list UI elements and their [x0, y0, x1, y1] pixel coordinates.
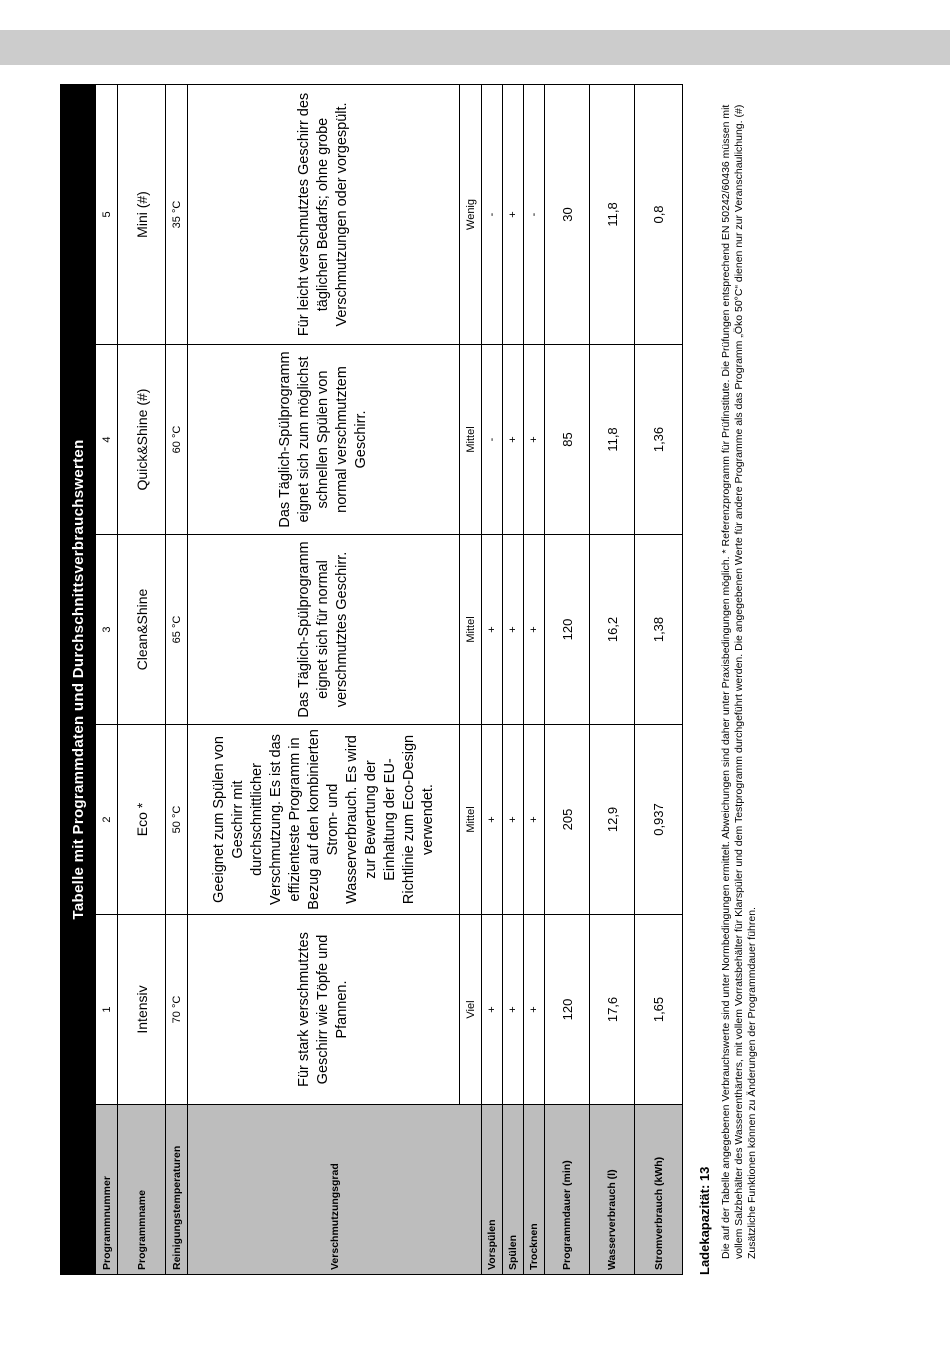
cell-water: 11,8: [590, 345, 635, 535]
cell-soil: Mittel: [460, 345, 482, 535]
cell-soil: Viel: [460, 915, 482, 1105]
row-temperature: [166, 84, 188, 1274]
cell-number: 3: [96, 535, 118, 725]
cell-description: Für leicht verschmutztes Geschirr des täglichen Bedarfs; ohne grobe Verschmutzungen oder vorgespült.: [188, 84, 460, 344]
cell-dry: +: [524, 345, 545, 535]
label-water: Wasserverbrauch (l): [590, 1105, 635, 1275]
cell-duration: 85: [545, 345, 590, 535]
row-description: [188, 84, 460, 1274]
cell-temperature: 35 °C: [166, 84, 188, 344]
cell-dry: +: [524, 535, 545, 725]
cell-rinse: +: [503, 915, 524, 1105]
cell-number: 4: [96, 345, 118, 535]
cell-name: Mini (#): [118, 84, 166, 344]
cell-energy: 0,8: [635, 84, 683, 344]
cell-duration: 120: [545, 915, 590, 1105]
cell-duration: 120: [545, 535, 590, 725]
label-rinse: Spülen: [503, 1105, 524, 1275]
label-duration: Programmdauer (min): [545, 1105, 590, 1275]
header-bar: [0, 30, 950, 65]
cell-name: Clean&Shine: [118, 535, 166, 725]
cell-number: 5: [96, 84, 118, 344]
cell-name: Intensiv: [118, 915, 166, 1105]
table-title: Tabelle mit Programmdaten und Durchschnittsverbrauchswerten: [61, 84, 96, 1274]
cell-number: 1: [96, 915, 118, 1105]
cell-temperature: 65 °C: [166, 535, 188, 725]
row-energy: [635, 84, 683, 1274]
cell-temperature: 50 °C: [166, 725, 188, 915]
cell-energy: 1,36: [635, 345, 683, 535]
cell-rinse: +: [503, 345, 524, 535]
rotated-page-content: [60, 85, 780, 1275]
cell-energy: 0,937: [635, 725, 683, 915]
cell-dry: -: [524, 84, 545, 344]
row-name: [118, 84, 166, 1274]
cell-name: Quick&Shine (#): [118, 345, 166, 535]
cell-prewash: -: [482, 84, 503, 344]
cell-energy: 1,38: [635, 535, 683, 725]
cell-soil: Mittel: [460, 535, 482, 725]
cell-duration: 30: [545, 84, 590, 344]
cell-dry: +: [524, 725, 545, 915]
cell-prewash: +: [482, 535, 503, 725]
row-duration: [545, 84, 590, 1274]
cell-soil: Wenig: [460, 84, 482, 344]
cell-water: 11,8: [590, 84, 635, 344]
label-name: Programmname: [118, 1105, 166, 1275]
cell-description: Für stark verschmutztes Geschirr wie Töpfe und Pfannen.: [188, 915, 460, 1105]
cell-rinse: +: [503, 84, 524, 344]
cell-number: 2: [96, 725, 118, 915]
label-dry: Trocknen: [524, 1105, 545, 1275]
row-dry: [524, 84, 545, 1274]
row-soil: [460, 84, 482, 1274]
cell-dry: +: [524, 915, 545, 1105]
label-temperature: Reinigungstemperaturen: [166, 1105, 188, 1275]
label-soil: Verschmutzungsgrad: [188, 1105, 482, 1275]
cell-water: 12,9: [590, 725, 635, 915]
row-water: [590, 84, 635, 1274]
cell-energy: 1,65: [635, 915, 683, 1105]
footnote-text: Die auf der Tabelle angegebenen Verbrauchswerte sind unter Normbedingungen ermittelt. Abweichungen sind daher unter Praxisbedingungen möglich. * Referenzprogramm für Prüfinstitute. Die Prüfungen entsprechend EN 50242/60436 müssen mit vollem Salzbehälter des Wasserenthärters, mit vollem Vorratsbehälter für Klarspüler und dem Testprogramm durchgeführt werden. Die angegebenen Werte für andere Programme als das Programm „Öko 50°C“ dienen nur zur Veranschaulichung. (#) Zusätzliche Funktionen können zu Änderungen der Programmdauer führen.: [720, 104, 758, 1259]
cell-description: Geeignet zum Spülen von Geschirr mit durchschnittlicher Verschmutzung. Es ist das effizienteste Programm in Bezug auf den kombinierten Strom- und Wasserverbrauch. Es wird zur Bewertung der Einhaltung der EU-Richtlinie zum Eco-Design verwendet.: [188, 725, 460, 915]
cell-water: 16,2: [590, 535, 635, 725]
capacity-label: Ladekapazität: 13: [697, 1166, 712, 1275]
program-table: [60, 84, 683, 1275]
cell-rinse: +: [503, 725, 524, 915]
cell-soil: Mittel: [460, 725, 482, 915]
label-prewash: Vorspülen: [482, 1105, 503, 1275]
cell-rinse: +: [503, 535, 524, 725]
cell-name: Eco *: [118, 725, 166, 915]
cell-temperature: 70 °C: [166, 915, 188, 1105]
label-energy: Stromverbrauch (kWh): [635, 1105, 683, 1275]
cell-description: Das Täglich-Spülprogramm eignet sich zum möglichst schnellen Spülen von normal verschmutztem Geschirr.: [188, 345, 460, 535]
cell-description: Das Täglich-Spülprogramm eignet sich für normal verschmutztes Geschirr.: [188, 535, 460, 725]
row-prewash: [482, 84, 503, 1274]
row-rinse: [503, 84, 524, 1274]
cell-temperature: 60 °C: [166, 345, 188, 535]
cell-prewash: -: [482, 345, 503, 535]
row-number: [96, 84, 118, 1274]
cell-prewash: +: [482, 915, 503, 1105]
cell-prewash: +: [482, 725, 503, 915]
label-number: Programmnummer: [96, 1105, 118, 1275]
cell-water: 17,6: [590, 915, 635, 1105]
cell-duration: 205: [545, 725, 590, 915]
